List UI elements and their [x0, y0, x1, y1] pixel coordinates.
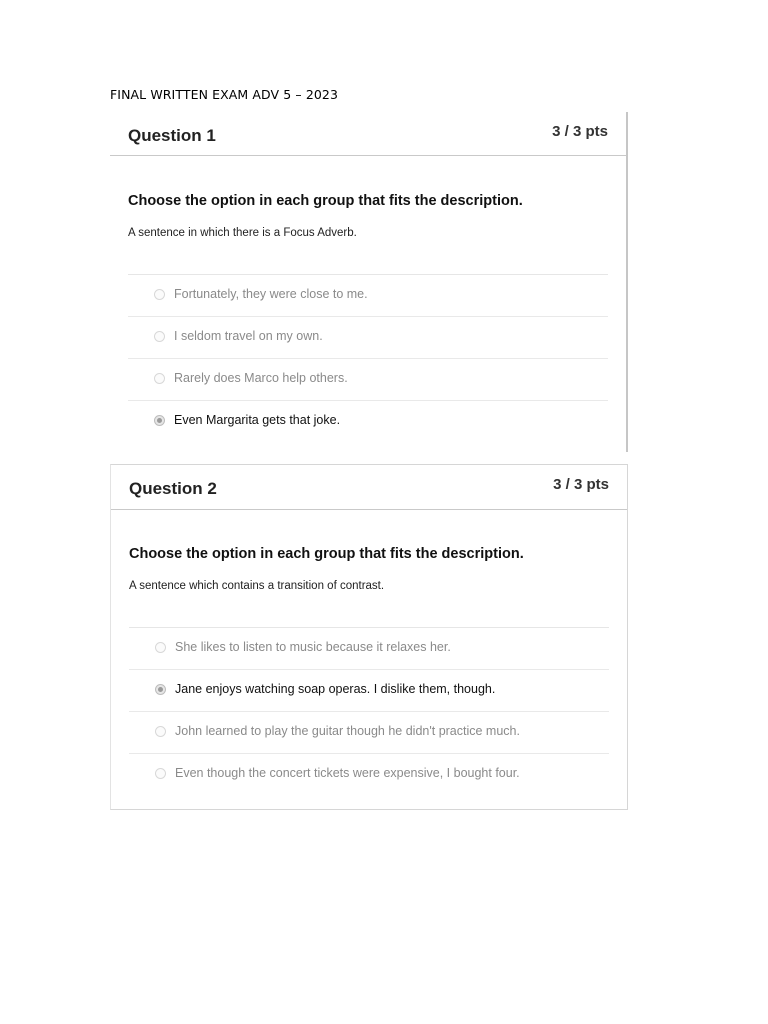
- answer-text: I seldom travel on my own.: [174, 329, 323, 343]
- question-title: Question 2: [129, 479, 217, 498]
- question-points: 3 / 3 pts: [553, 476, 609, 493]
- question-prompt: Choose the option in each group that fits the description.: [129, 546, 524, 562]
- question-block-2: [110, 464, 628, 810]
- question-points: 3 / 3 pts: [552, 123, 608, 140]
- radio-button-selected[interactable]: [154, 415, 165, 426]
- radio-button[interactable]: [155, 726, 166, 737]
- radio-button-selected[interactable]: [155, 684, 166, 695]
- radio-button[interactable]: [154, 373, 165, 384]
- answer-option[interactable]: [129, 754, 609, 795]
- answer-option[interactable]: [129, 628, 609, 670]
- answer-option[interactable]: [128, 359, 608, 401]
- question-prompt: Choose the option in each group that fits the description.: [128, 193, 523, 209]
- question-description: A sentence which contains a transition of contrast.: [129, 580, 385, 592]
- answer-text: Even Margarita gets that joke.: [174, 413, 341, 427]
- question-block-1: [110, 112, 628, 452]
- question-description: A sentence in which there is a Focus Adverb.: [128, 227, 357, 239]
- radio-button[interactable]: [155, 768, 166, 779]
- answer-option[interactable]: [128, 317, 608, 359]
- answer-text: Jane enjoys watching soap operas. I dislike them, though.: [175, 682, 496, 696]
- question-header: [111, 465, 627, 510]
- radio-button[interactable]: [155, 642, 166, 653]
- document-title: FINAL WRITTEN EXAM ADV 5 – 2023: [110, 87, 339, 102]
- answer-text: She likes to listen to music because it relaxes her.: [175, 640, 451, 654]
- question-title: Question 1: [128, 126, 216, 145]
- answer-text: Fortunately, they were close to me.: [174, 287, 368, 301]
- radio-button[interactable]: [154, 331, 165, 342]
- answer-text: Even though the concert tickets were expensive, I bought four.: [175, 766, 520, 780]
- answer-option[interactable]: [129, 712, 609, 754]
- answer-option-selected[interactable]: [128, 401, 608, 442]
- answer-text: John learned to play the guitar though he didn't practice much.: [175, 724, 520, 738]
- answer-list: [129, 627, 609, 795]
- answer-option[interactable]: [128, 275, 608, 317]
- question-header: [110, 112, 626, 156]
- answer-text: Rarely does Marco help others.: [174, 371, 348, 385]
- answer-list: [128, 274, 608, 442]
- answer-option-selected[interactable]: [129, 670, 609, 712]
- radio-button[interactable]: [154, 289, 165, 300]
